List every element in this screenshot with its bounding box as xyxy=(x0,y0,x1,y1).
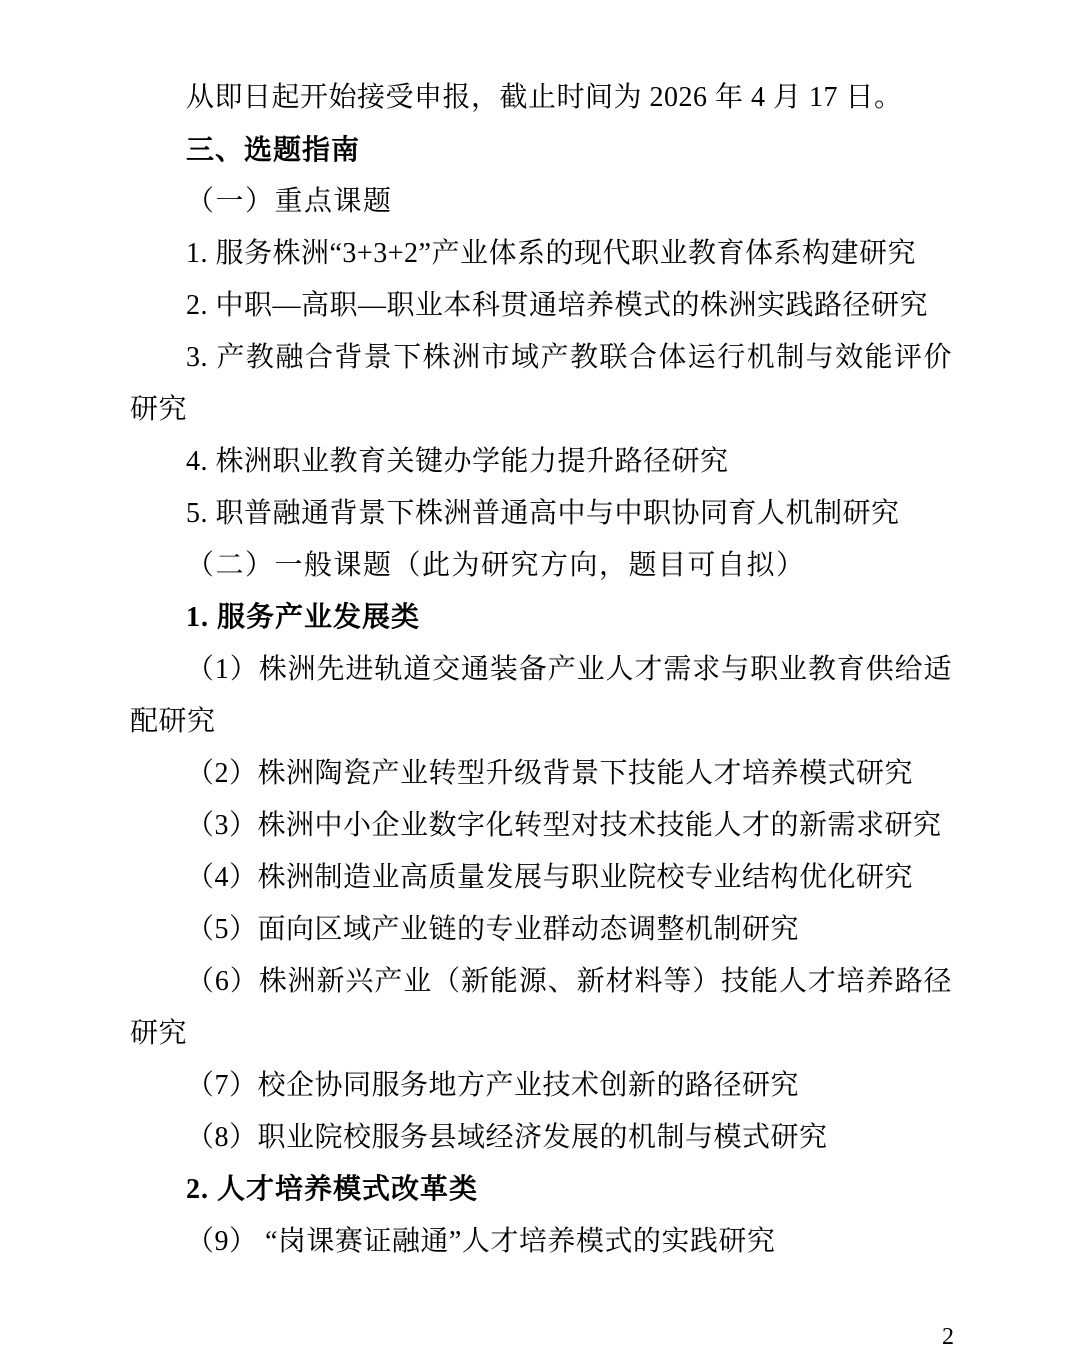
paragraph-application-deadline: 从即日起开始接受申报，截止时间为 2026 年 4 月 17 日。 xyxy=(186,82,903,113)
subheading-key-topics: （一）重点课题 xyxy=(186,186,393,217)
category-heading-industry-development: 1. 服务产业发展类 xyxy=(186,602,421,633)
text-column xyxy=(130,72,952,1268)
general-topic-item-8: （8）职业院校服务县域经济发展的机制与模式研究 xyxy=(186,1122,828,1153)
key-topic-item-5: 5. 职普融通背景下株洲普通高中与中职协同育人机制研究 xyxy=(186,498,900,529)
key-topic-item-3: 3. 产教融合背景下株洲市域产教联合体运行机制与效能评价研究 xyxy=(130,342,952,425)
category-heading-talent-cultivation-reform: 2. 人才培养模式改革类 xyxy=(186,1174,479,1205)
general-topic-item-7: （7）校企协同服务地方产业技术创新的路径研究 xyxy=(186,1070,800,1101)
heading-topic-guide: 三、选题指南 xyxy=(186,134,361,165)
general-topic-item-5: （5）面向区域产业链的专业群动态调整机制研究 xyxy=(186,914,800,945)
general-topic-item-3: （3）株洲中小企业数字化转型对技术技能人才的新需求研究 xyxy=(186,810,942,841)
subheading-general-topics: （二）一般课题（此为研究方向，题目可自拟） xyxy=(186,550,806,581)
key-topic-item-2: 2. 中职—高职—职业本科贯通培养模式的株洲实践路径研究 xyxy=(186,290,929,321)
key-topic-item-1: 1. 服务株洲“3+3+2”产业体系的现代职业教育体系构建研究 xyxy=(186,238,916,269)
general-topic-item-9: （9） “岗课赛证融通”人才培养模式的实践研究 xyxy=(186,1226,776,1257)
general-topic-item-4: （4）株洲制造业高质量发展与职业院校专业结构优化研究 xyxy=(186,862,914,893)
general-topic-item-1: （1）株洲先进轨道交通装备产业人才需求与职业教育供给适配研究 xyxy=(130,654,952,737)
general-topic-item-2: （2）株洲陶瓷产业转型升级背景下技能人才培养模式研究 xyxy=(186,758,914,789)
page-number: 2 xyxy=(942,1324,954,1350)
general-topic-item-6: （6）株洲新兴产业（新能源、新材料等）技能人才培养路径研究 xyxy=(130,966,952,1049)
key-topic-item-4: 4. 株洲职业教育关键办学能力提升路径研究 xyxy=(186,446,729,477)
